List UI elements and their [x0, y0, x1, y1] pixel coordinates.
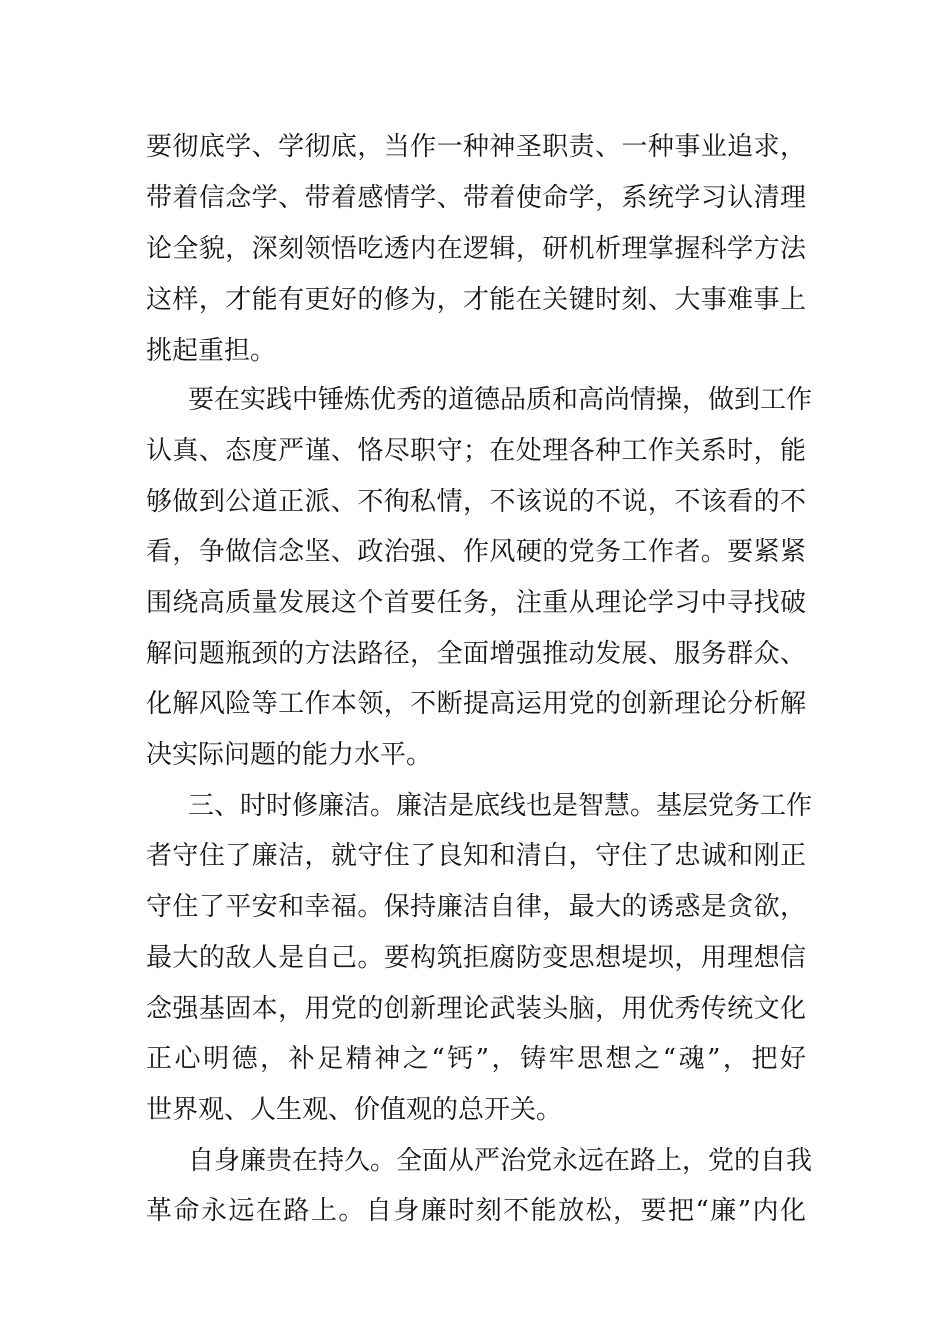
text-line: 正心明德，补足精神之“钙”，铸牢思想之“魂”，把好: [146, 1044, 806, 1074]
text-line: 革命永远在路上。自身廉时刻不能放松，要把“廉”内化: [146, 1196, 806, 1226]
text-line: 守住了平安和幸福。保持廉洁自律，最大的诱惑是贪欲，: [146, 892, 806, 922]
text-line: 这样，才能有更好的修为，才能在关键时刻、大事难事上: [146, 285, 806, 315]
text-line: 念强基固本，用党的创新理论武装头脑，用优秀传统文化: [146, 994, 806, 1024]
text-line: 围绕高质量发展这个首要任务，注重从理论学习中寻找破: [146, 588, 806, 618]
text-line: 要彻底学、学彻底，当作一种神圣职责、一种事业追求，: [146, 132, 806, 162]
paragraph-first-line: 要在实践中锤炼优秀的道德品质和高尚情操，做到工作: [188, 385, 813, 415]
paragraph-first-line: 自身廉贵在持久。全面从严治党永远在路上，党的自我: [188, 1146, 813, 1176]
text-line: 看，争做信念坚、政治强、作风硬的党务工作者。要紧紧: [146, 537, 806, 567]
text-line: 决实际问题的能力水平。: [146, 740, 433, 770]
text-line: 认真、态度严谨、恪尽职守；在处理各种工作关系时，能: [146, 436, 806, 466]
text-line: 够做到公道正派、不徇私情，不该说的不说，不该看的不: [146, 487, 806, 517]
paragraph-first-line: 三、时时修廉洁。廉洁是底线也是智慧。基层党务工作: [188, 791, 813, 821]
text-line: 论全貌，深刻领悟吃透内在逻辑，研机析理掌握科学方法: [146, 234, 806, 264]
text-line: 者守住了廉洁，就守住了良知和清白，守住了忠诚和刚正: [146, 841, 806, 871]
text-line: 世界观、人生观、价值观的总开关。: [146, 1095, 563, 1125]
text-line: 带着信念学、带着感情学、带着使命学，系统学习认清理: [146, 183, 806, 213]
text-line: 最大的敌人是自己。要构筑拒腐防变思想堤坝，用理想信: [146, 943, 806, 973]
text-line: 化解风险等工作本领，不断提高运用党的创新理论分析解: [146, 689, 806, 719]
text-line: 挑起重担。: [146, 336, 277, 366]
text-line: 解问题瓶颈的方法路径，全面增强推动发展、服务群众、: [146, 639, 806, 669]
